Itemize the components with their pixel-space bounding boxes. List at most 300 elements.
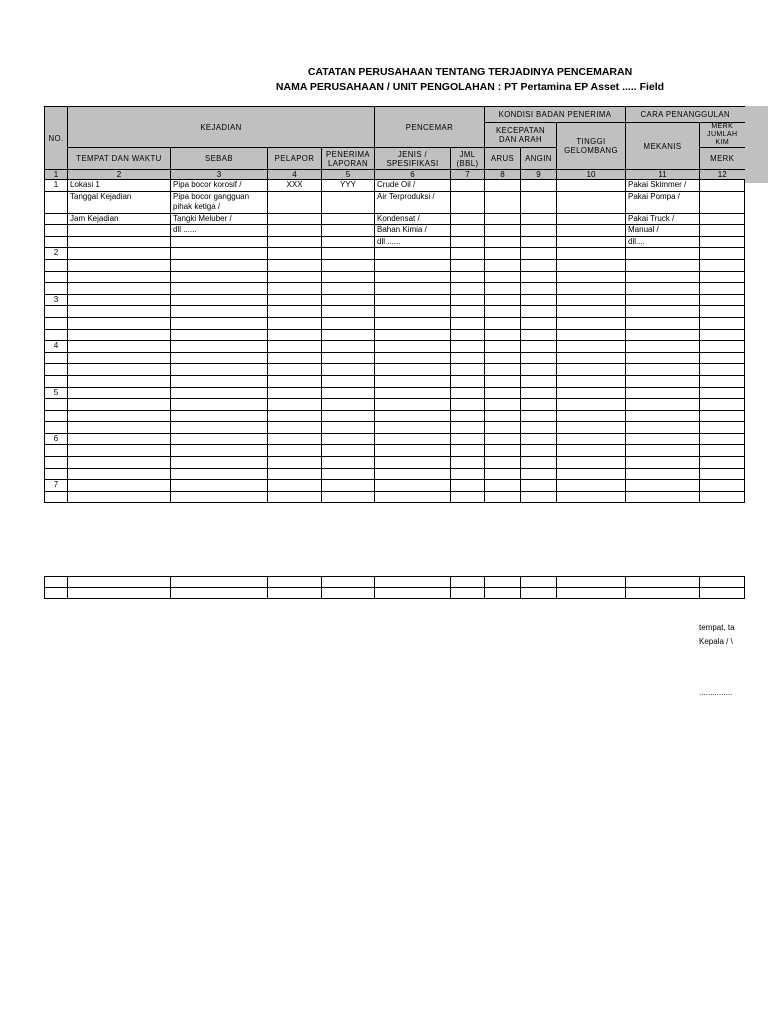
table-cell (451, 213, 485, 225)
table-cell: dll ...... (375, 236, 451, 248)
table-cell: Tangki Meluber / (171, 213, 268, 225)
column-number: 5 (322, 170, 375, 180)
table-cell (626, 294, 700, 306)
table-cell (45, 271, 68, 283)
table-cell (68, 341, 171, 353)
table-cell: 6 (45, 433, 68, 445)
table-cell (521, 387, 557, 399)
table-cell (322, 468, 375, 480)
table-cell: Lokasi 1 (68, 180, 171, 192)
table-cell (68, 248, 171, 260)
table-cell (268, 468, 322, 480)
table-cell (557, 468, 626, 480)
table-cell (322, 375, 375, 387)
table-cell (451, 422, 485, 434)
table-cell (68, 259, 171, 271)
table-cell (68, 457, 171, 469)
table-cell (700, 410, 745, 422)
table-cell (557, 375, 626, 387)
table-row (45, 375, 745, 387)
table-cell (375, 399, 451, 411)
table-cell (700, 364, 745, 376)
table-cell (451, 387, 485, 399)
table-cell (451, 399, 485, 411)
table-cell (268, 329, 322, 341)
table-row (45, 248, 745, 260)
header-penerima: PENERIMA LAPORAN (322, 148, 375, 170)
table-cell (557, 433, 626, 445)
table-cell (485, 364, 521, 376)
table-cell: 5 (45, 387, 68, 399)
table-cell (322, 248, 375, 260)
table-row (45, 341, 745, 353)
table-cell (521, 236, 557, 248)
table-cell (485, 410, 521, 422)
table-cell (521, 317, 557, 329)
table-cell (521, 180, 557, 192)
table-cell (375, 422, 451, 434)
table-cell (322, 236, 375, 248)
table-cell (451, 306, 485, 318)
table-cell (626, 341, 700, 353)
header-cara: CARA PENANGGULAN (626, 107, 745, 123)
table-cell (485, 213, 521, 225)
table-cell (521, 294, 557, 306)
table-row (45, 410, 745, 422)
table-cell (557, 422, 626, 434)
table-cell (626, 306, 700, 318)
table-cell (68, 422, 171, 434)
header-kim: KIM (715, 139, 730, 146)
table-cell (700, 491, 745, 503)
table-cell (557, 191, 626, 213)
table-cell (485, 271, 521, 283)
table-cell (375, 410, 451, 422)
table-cell (451, 375, 485, 387)
table-cell (700, 352, 745, 364)
table-row (45, 468, 745, 480)
table-cell (485, 248, 521, 260)
table-cell (45, 236, 68, 248)
secondary-blank-table (44, 576, 745, 599)
table-cell (375, 480, 451, 492)
table-cell (375, 294, 451, 306)
table-cell (700, 283, 745, 295)
table-cell (268, 387, 322, 399)
table-cell (451, 180, 485, 192)
table-cell (700, 271, 745, 283)
table-cell (451, 236, 485, 248)
table-cell (485, 180, 521, 192)
table-cell (521, 306, 557, 318)
table-cell (171, 294, 268, 306)
table-cell (451, 248, 485, 260)
table-cell (268, 341, 322, 353)
table-row (45, 480, 745, 492)
table-cell (171, 317, 268, 329)
table-cell (375, 433, 451, 445)
header-no: NO. (45, 107, 68, 170)
table-cell (171, 399, 268, 411)
table-cell: Crude Oil / (375, 180, 451, 192)
table-cell (626, 480, 700, 492)
table-cell (268, 294, 322, 306)
table-cell (45, 457, 68, 469)
table-cell (375, 387, 451, 399)
table-cell (700, 306, 745, 318)
table-cell: Pakai Truck / (626, 213, 700, 225)
table-cell (626, 399, 700, 411)
table-cell (557, 294, 626, 306)
table-cell (68, 352, 171, 364)
table-cell (557, 306, 626, 318)
column-number: 7 (451, 170, 485, 180)
table-row (45, 283, 745, 295)
header-pencemar: PENCEMAR (375, 107, 485, 148)
table-cell (485, 468, 521, 480)
table-cell: YYY (322, 180, 375, 192)
table-cell (485, 341, 521, 353)
table-cell (268, 399, 322, 411)
header-jumlah: JUMLAH (707, 131, 738, 138)
table-cell (322, 480, 375, 492)
table-cell (626, 352, 700, 364)
table-cell (521, 259, 557, 271)
table-cell (45, 445, 68, 457)
header-pelapor: PELAPOR (268, 148, 322, 170)
table-cell: Manual / (626, 225, 700, 237)
table-cell (171, 259, 268, 271)
table-cell (68, 375, 171, 387)
table-cell (268, 433, 322, 445)
table-cell (451, 271, 485, 283)
table-cell (322, 306, 375, 318)
table-cell (521, 213, 557, 225)
table-cell (521, 248, 557, 260)
table-cell (485, 306, 521, 318)
table-row (45, 180, 745, 192)
table-cell (268, 283, 322, 295)
table-cell (68, 236, 171, 248)
table-cell (451, 480, 485, 492)
table-cell (557, 491, 626, 503)
table-cell (557, 480, 626, 492)
table-cell (68, 317, 171, 329)
table-cell (700, 317, 745, 329)
table-cell (322, 294, 375, 306)
table-cell (521, 433, 557, 445)
column-number: 8 (485, 170, 521, 180)
table-cell (451, 433, 485, 445)
table-cell (322, 341, 375, 353)
table-cell (485, 480, 521, 492)
column-number: 4 (268, 170, 322, 180)
table-cell (557, 457, 626, 469)
table-cell (485, 225, 521, 237)
table-cell (68, 294, 171, 306)
table-cell (322, 271, 375, 283)
table-cell (700, 341, 745, 353)
header-jenis: JENIS / SPESIFIKASI (375, 148, 451, 170)
table-cell (700, 329, 745, 341)
table-cell (485, 491, 521, 503)
column-number-row (45, 170, 745, 180)
column-number: 12 (700, 170, 745, 180)
table-cell (322, 410, 375, 422)
table-cell (700, 259, 745, 271)
table-cell (700, 294, 745, 306)
table-cell (268, 491, 322, 503)
table-cell (557, 283, 626, 295)
table-cell (68, 329, 171, 341)
table-cell (268, 213, 322, 225)
table-cell: 1 (45, 180, 68, 192)
table-cell (451, 491, 485, 503)
table-cell: Kondensat / (375, 213, 451, 225)
table-cell (521, 364, 557, 376)
table-cell (626, 445, 700, 457)
table-cell (557, 317, 626, 329)
table-cell (45, 491, 68, 503)
table-cell (557, 410, 626, 422)
table-cell (171, 248, 268, 260)
table-cell (268, 457, 322, 469)
signature-place-date: tempat, ta (699, 623, 735, 632)
table-cell (485, 352, 521, 364)
table-row (45, 294, 745, 306)
table-cell (268, 259, 322, 271)
table-cell (171, 375, 268, 387)
table-cell: 4 (45, 341, 68, 353)
table-cell (171, 387, 268, 399)
table-cell (521, 399, 557, 411)
table-cell (521, 468, 557, 480)
table-cell (557, 445, 626, 457)
table-cell (171, 410, 268, 422)
table-cell (557, 248, 626, 260)
table-cell (268, 236, 322, 248)
table-cell (268, 410, 322, 422)
table-cell (700, 480, 745, 492)
table-cell (521, 422, 557, 434)
table-cell (521, 491, 557, 503)
table-cell (68, 225, 171, 237)
table-cell (557, 341, 626, 353)
header-merk-top: MERK (711, 123, 734, 130)
signature-dots: ............... (699, 688, 733, 697)
table-cell (171, 352, 268, 364)
table-cell (171, 329, 268, 341)
table-row (45, 306, 745, 318)
table-cell (626, 433, 700, 445)
table-row (45, 422, 745, 434)
header-mekanis: MEKANIS (626, 123, 700, 170)
table-cell (68, 410, 171, 422)
table-cell (521, 225, 557, 237)
header-gray-overflow (744, 106, 768, 183)
table-cell (171, 445, 268, 457)
header-tempat: TEMPAT DAN WAKTU (68, 148, 171, 170)
table-cell: Air Terproduksi / (375, 191, 451, 213)
table-cell (375, 341, 451, 353)
table-cell: Pakai Skimmer / (626, 180, 700, 192)
table-cell (485, 445, 521, 457)
table-cell (700, 468, 745, 480)
table-cell (45, 191, 68, 213)
header-jml: JML (BBL) (451, 148, 485, 170)
blank-row (45, 577, 745, 588)
column-number: 10 (557, 170, 626, 180)
table-cell (521, 191, 557, 213)
column-number: 9 (521, 170, 557, 180)
table-cell (485, 236, 521, 248)
table-cell (700, 191, 745, 213)
table-cell (700, 457, 745, 469)
table-cell (626, 410, 700, 422)
table-cell (557, 352, 626, 364)
table-cell (485, 283, 521, 295)
table-cell (451, 191, 485, 213)
document-title: CATATAN PERUSAHAAN TENTANG TERJADINYA PENCEMARAN (307, 66, 633, 78)
table-cell (451, 352, 485, 364)
table-cell: Jam Kejadian (68, 213, 171, 225)
table-cell (557, 329, 626, 341)
table-cell (626, 387, 700, 399)
table-cell: dll ...... (171, 225, 268, 237)
table-cell (451, 468, 485, 480)
table-row (45, 225, 745, 237)
table-cell (268, 317, 322, 329)
table-cell (485, 422, 521, 434)
table-cell (171, 364, 268, 376)
table-row (45, 491, 745, 503)
table-cell (451, 225, 485, 237)
table-cell (171, 433, 268, 445)
table-cell (322, 433, 375, 445)
header-merk-jumlah (700, 123, 745, 148)
table-cell (45, 468, 68, 480)
table-row (45, 399, 745, 411)
table-cell (626, 329, 700, 341)
table-cell (68, 480, 171, 492)
table-cell (700, 248, 745, 260)
table-cell (68, 399, 171, 411)
table-cell (322, 213, 375, 225)
table-cell (322, 491, 375, 503)
table-cell (322, 422, 375, 434)
table-row (45, 352, 745, 364)
table-cell: Pakai Pompa / (626, 191, 700, 213)
table-cell (375, 271, 451, 283)
table-cell (626, 317, 700, 329)
table-cell (485, 457, 521, 469)
table-cell (375, 317, 451, 329)
table-cell (485, 317, 521, 329)
table-cell (485, 399, 521, 411)
table-cell (171, 422, 268, 434)
table-cell (700, 433, 745, 445)
table-cell (557, 225, 626, 237)
table-cell (557, 180, 626, 192)
header-kondisi: KONDISI BADAN PENERIMA (485, 107, 626, 123)
table-row (45, 364, 745, 376)
table-cell (700, 375, 745, 387)
table-cell (700, 422, 745, 434)
table-cell (171, 480, 268, 492)
table-cell (626, 259, 700, 271)
table-cell (485, 191, 521, 213)
table-cell (45, 410, 68, 422)
table-cell (626, 457, 700, 469)
table-row (45, 329, 745, 341)
table-cell (485, 375, 521, 387)
table-cell (45, 399, 68, 411)
table-cell (68, 445, 171, 457)
table-row (45, 457, 745, 469)
table-row (45, 445, 745, 457)
header-sebab: SEBAB (171, 148, 268, 170)
blank-row (45, 588, 745, 599)
table-cell (521, 457, 557, 469)
table-cell (485, 433, 521, 445)
table-cell (700, 445, 745, 457)
table-cell (375, 491, 451, 503)
table-cell (485, 387, 521, 399)
table-cell (521, 271, 557, 283)
table-cell (268, 352, 322, 364)
table-cell (451, 259, 485, 271)
table-row (45, 387, 745, 399)
table-cell (45, 375, 68, 387)
table-cell (375, 248, 451, 260)
table-cell (451, 364, 485, 376)
table-cell: Pipa bocor korosif / (171, 180, 268, 192)
table-cell (521, 352, 557, 364)
table-cell (45, 213, 68, 225)
table-cell (521, 283, 557, 295)
header-arus: ARUS (485, 148, 521, 170)
table-cell: Pipa bocor gangguan pihak ketiga / (171, 191, 268, 213)
table-cell: Bahan Kimia / (375, 225, 451, 237)
table-cell (322, 387, 375, 399)
table-cell (557, 259, 626, 271)
table-cell (322, 399, 375, 411)
table-cell (171, 341, 268, 353)
table-cell (322, 445, 375, 457)
table-cell (557, 236, 626, 248)
table-cell: 7 (45, 480, 68, 492)
table-cell (171, 271, 268, 283)
table-cell (626, 283, 700, 295)
table-cell (557, 213, 626, 225)
table-cell (268, 480, 322, 492)
header-merk: MERK (700, 148, 745, 170)
table-cell (521, 410, 557, 422)
table-cell (322, 259, 375, 271)
table-cell (557, 399, 626, 411)
table-cell: XXX (268, 180, 322, 192)
table-cell (521, 375, 557, 387)
table-cell (700, 387, 745, 399)
table-cell (375, 445, 451, 457)
signature-position: Kepala / \ (699, 637, 733, 646)
table-cell (375, 283, 451, 295)
table-cell (557, 364, 626, 376)
table-row (45, 259, 745, 271)
table-cell (268, 191, 322, 213)
table-cell (626, 468, 700, 480)
table-cell (375, 329, 451, 341)
